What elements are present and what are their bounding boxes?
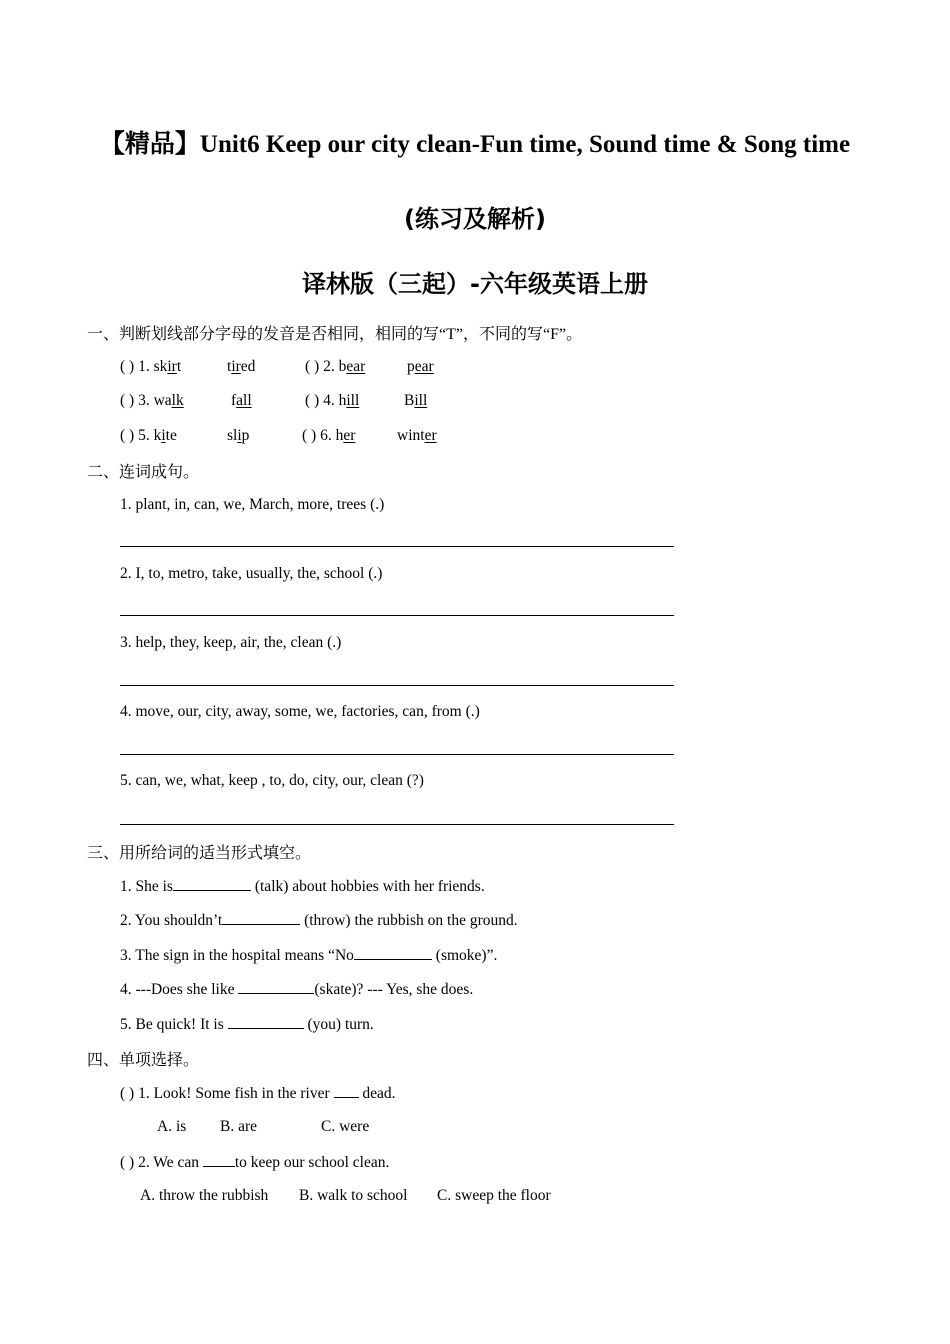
reorder-item-5: 5. can, we, what, keep , to, do, city, our, clean (?) <box>120 772 424 789</box>
word-part: h <box>338 392 347 409</box>
section2-heading: 二、连词成句。 <box>87 462 200 481</box>
phonics-item-3-word2 <box>231 392 252 410</box>
underlined-letters: ir <box>167 358 177 375</box>
answer-paren: ( ) <box>120 427 135 444</box>
phonics-item-2 <box>305 358 365 376</box>
phonics-item-5-word2 <box>227 427 249 445</box>
page-title: 【精品】Unit6 Keep our city clean-Fun time, Sound time & Song time <box>99 131 851 158</box>
answer-line <box>120 615 674 616</box>
word-part: te <box>165 427 177 444</box>
phonics-item-5 <box>120 427 177 445</box>
answer-line <box>120 824 674 825</box>
item-number: 1. <box>138 358 150 375</box>
fill-text: (throw) the rubbish on the ground. <box>300 912 518 929</box>
fill-text: (you) turn. <box>303 1016 374 1033</box>
fill-text: (skate)? --- Yes, she does. <box>314 981 474 998</box>
fill-text: 3. The sign in the hospital means “No <box>120 947 354 964</box>
fill-text: 4. ---Does she like <box>120 981 239 998</box>
word-part: f <box>231 392 237 409</box>
section1-heading-b: ，不同的写 <box>463 324 544 343</box>
fill-item-5 <box>120 1014 374 1034</box>
phonics-item-1 <box>120 358 181 376</box>
q1-option-c: C. were <box>321 1118 370 1135</box>
answer-paren: ( ) <box>120 1085 135 1102</box>
word-part: p <box>241 427 250 444</box>
underlined-letters: i <box>161 427 166 444</box>
page-subtitle: (练习及解析) <box>404 205 546 233</box>
underlined-letters: ir <box>231 358 241 375</box>
question-blank <box>203 1152 235 1167</box>
q2-option-a: A. throw the rubbish <box>140 1187 269 1204</box>
question-text: dead. <box>358 1085 396 1102</box>
q1-option-a: A. is <box>157 1118 187 1135</box>
fill-blank <box>173 876 251 891</box>
phonics-item-4 <box>305 392 359 410</box>
section1-heading <box>87 321 582 344</box>
phonics-item-1-word2 <box>227 358 255 376</box>
section4-heading: 四、单项选择。 <box>87 1050 200 1069</box>
answer-paren: ( ) <box>120 392 135 409</box>
fill-text: 1. She is <box>120 878 173 895</box>
answer-paren: ( ) <box>305 392 320 409</box>
reorder-item-1: 1. plant, in, can, we, March, more, trees (.) <box>120 496 385 513</box>
word-part: ed <box>240 358 256 375</box>
fill-text: (talk) about hobbies with her friends. <box>250 878 485 895</box>
fill-text: 2. You shouldn’t <box>120 912 223 929</box>
item-number: 5. <box>138 427 150 444</box>
underlined-letters: ear <box>346 358 366 375</box>
q1-option-b: B. are <box>220 1118 258 1135</box>
question-blank <box>334 1083 359 1098</box>
word-part: p <box>407 358 415 375</box>
item-number: 4. <box>323 392 335 409</box>
choice-question-2 <box>120 1152 389 1172</box>
word-part: t <box>227 358 232 375</box>
fill-item-2 <box>120 910 518 930</box>
underlined-letters: er <box>343 427 356 444</box>
word-part: wa <box>153 392 172 409</box>
item-number: 6. <box>320 427 332 444</box>
question-text: 1. Look! Some fish in the river <box>138 1085 334 1102</box>
phonics-item-6-word2 <box>397 427 437 445</box>
word-part: b <box>338 358 347 375</box>
answer-line <box>120 685 674 686</box>
underlined-letters: ill <box>346 392 360 409</box>
fill-text: (smoke)”. <box>431 947 498 964</box>
section3-heading: 三、用所给词的适当形式填空。 <box>87 843 312 862</box>
phonics-item-2-word2 <box>407 358 434 376</box>
word-part: sk <box>153 358 168 375</box>
word-part: sl <box>227 427 238 444</box>
choice-question-1 <box>120 1083 396 1103</box>
section1-heading-t: “T” <box>439 326 463 343</box>
fill-blank <box>238 979 314 994</box>
item-number: 2. <box>323 358 335 375</box>
phonics-item-4-word2 <box>404 392 427 410</box>
answer-paren: ( ) <box>302 427 317 444</box>
q2-option-b: B. walk to school <box>299 1187 408 1204</box>
underlined-letters: lk <box>171 392 184 409</box>
fill-blank <box>228 1014 304 1029</box>
q2-option-c: C. sweep the floor <box>437 1187 551 1204</box>
fill-item-1 <box>120 876 485 896</box>
item-number: 3. <box>138 392 150 409</box>
phonics-item-6 <box>302 427 355 445</box>
word-part: t <box>176 358 182 375</box>
fill-blank <box>354 945 432 960</box>
answer-line <box>120 754 674 755</box>
answer-line <box>120 546 674 547</box>
word-part: k <box>153 427 162 444</box>
section1-heading-f: “F” <box>543 326 567 343</box>
section1-heading-c: 。 <box>566 324 583 343</box>
word-part: B <box>404 392 415 409</box>
question-text: 2. We can <box>138 1154 203 1171</box>
phonics-item-3 <box>120 392 184 410</box>
question-text: to keep our school clean. <box>234 1154 390 1171</box>
underlined-letters: all <box>236 392 252 409</box>
fill-blank <box>222 910 300 925</box>
section1-heading-a: 一、判断划线部分字母的发音是否相同，相同的写 <box>87 324 440 343</box>
fill-text: 5. Be quick! It is <box>120 1016 228 1033</box>
page-publisher-title: 译林版（三起）-六年级英语上册 <box>302 270 648 298</box>
underlined-letters: i <box>237 427 242 444</box>
answer-paren: ( ) <box>120 1154 135 1171</box>
word-part: h <box>335 427 344 444</box>
fill-item-3 <box>120 945 497 965</box>
reorder-item-3: 3. help, they, keep, air, the, clean (.) <box>120 634 342 651</box>
underlined-letters: er <box>424 427 437 444</box>
word-part: wint <box>397 427 425 444</box>
underlined-letters: ill <box>414 392 428 409</box>
fill-item-4 <box>120 979 473 999</box>
answer-paren: ( ) <box>120 358 135 375</box>
reorder-item-4: 4. move, our, city, away, some, we, factories, can, from (.) <box>120 703 480 720</box>
underlined-letters: ear <box>414 358 434 375</box>
reorder-item-2: 2. I, to, metro, take, usually, the, school (.) <box>120 565 383 582</box>
answer-paren: ( ) <box>305 358 320 375</box>
